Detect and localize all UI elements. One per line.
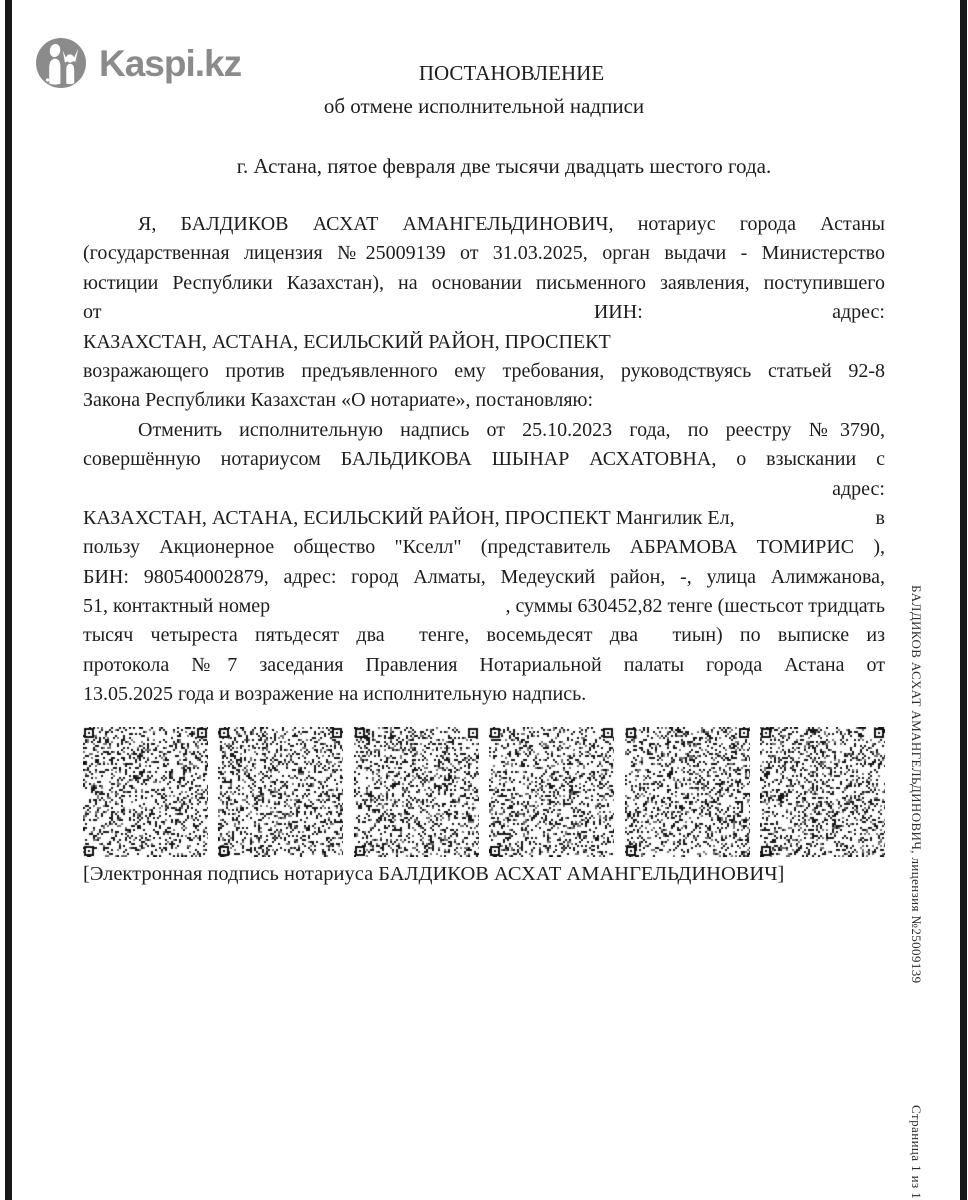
kaspi-figures-icon [36,38,86,88]
qr-signature-stamp [625,727,750,857]
body-line-segment: ИИН: [593,301,643,324]
body-line: адрес: [832,477,885,500]
body-line: Закона Республики Казахстан «О нотариате», постановляю: [83,389,594,412]
signature-qr-stamp-row [83,727,885,857]
document-body [83,210,885,710]
body-line: юстиции Республики Казахстан), на основании письменного заявления, поступившего [83,271,885,294]
body-line: тысяч четыреста пятьдесят два тенге, восемьдесят два тиын) по выписке из [83,624,885,647]
redacted-gap [735,504,876,533]
redacted-gap [643,298,832,327]
left-edge-strip [5,0,12,1200]
body-line: 13.05.2025 года и возражение на исполнительную надпись. [83,683,587,706]
qr-signature-stamp [354,727,479,857]
right-edge-strip [960,0,967,1200]
body-line-segment: , суммы 630452,82 тенге (шестьсот тридцать [505,595,885,618]
body-line [83,298,885,327]
kaspi-logo-text: Kaspi.kz [99,42,242,84]
margin-page-number: Страница 1 из 1 [909,1105,924,1200]
body-line: Отменить исполнительную надпись от 25.10.2023 года, по реестру №3790, [138,418,885,441]
body-line-segment: адрес: [832,301,885,324]
body-line: протокола №7 заседания Правления Нотариальной палаты города Астана от [83,653,885,676]
body-line-segment: КАЗАХСТАН, АСТАНА, ЕСИЛЬСКИЙ РАЙОН, ПРОСПЕКТ Мангилик Ел, [83,506,735,529]
body-line [83,592,885,621]
qr-signature-stamp [489,727,614,857]
body-line: пользу Акционерное общество "Кселл" (представитель АБРАМОВА ТОМИРИС ), [83,536,885,559]
body-line: БИН: 980540002879, адрес: город Алматы, Медеуский район, -, улица Алимжанова, [83,565,885,588]
document-header [83,58,885,181]
body-line: совершённую нотариусом БАЛЬДИКОВА ШЫНАР АСХАТОВНА, о взыскании с [83,448,885,471]
redacted-gap [101,298,593,327]
qr-signature-stamp [83,727,208,857]
body-line-segment: от [83,301,102,324]
body-line: КАЗАХСТАН, АСТАНА, ЕСИЛЬСКИЙ РАЙОН, ПРОСПЕКТ [83,330,611,353]
electronic-signature-note: [Электронная подпись нотариуса БАЛДИКОВ АСХАТ АМАНГЕЛЬДИНОВИЧ] [83,863,785,885]
redacted-gap [270,592,505,621]
qr-signature-stamp [760,727,885,857]
document-title: ПОСТАНОВЛЕНИЕ [418,61,605,85]
body-line [83,504,885,533]
margin-license-text: БАЛДИКОВ АСХАТ АМАНГЕЛЬДИНОВИЧ, лицензия №25009139 [909,585,924,984]
body-line: возражающего против предъявленного ему требования, руководствуясь статьей 92-8 [83,359,885,382]
body-line: (государственная лицензия №25009139 от 31.03.2025, орган выдачи - Министерство [83,242,885,265]
body-line-segment: 51, контактный номер [83,595,271,618]
qr-signature-stamp [218,727,343,857]
body-line-segment: в [875,506,885,529]
document-subtitle: об отмене исполнительной надписи [323,94,645,118]
body-line: Я, БАЛДИКОВ АСХАТ АМАНГЕЛЬДИНОВИЧ, нотариус города Астаны [138,213,885,235]
document-dateline: г. Астана, пятое февраля две тысячи двадцать шестого года. [236,154,772,178]
